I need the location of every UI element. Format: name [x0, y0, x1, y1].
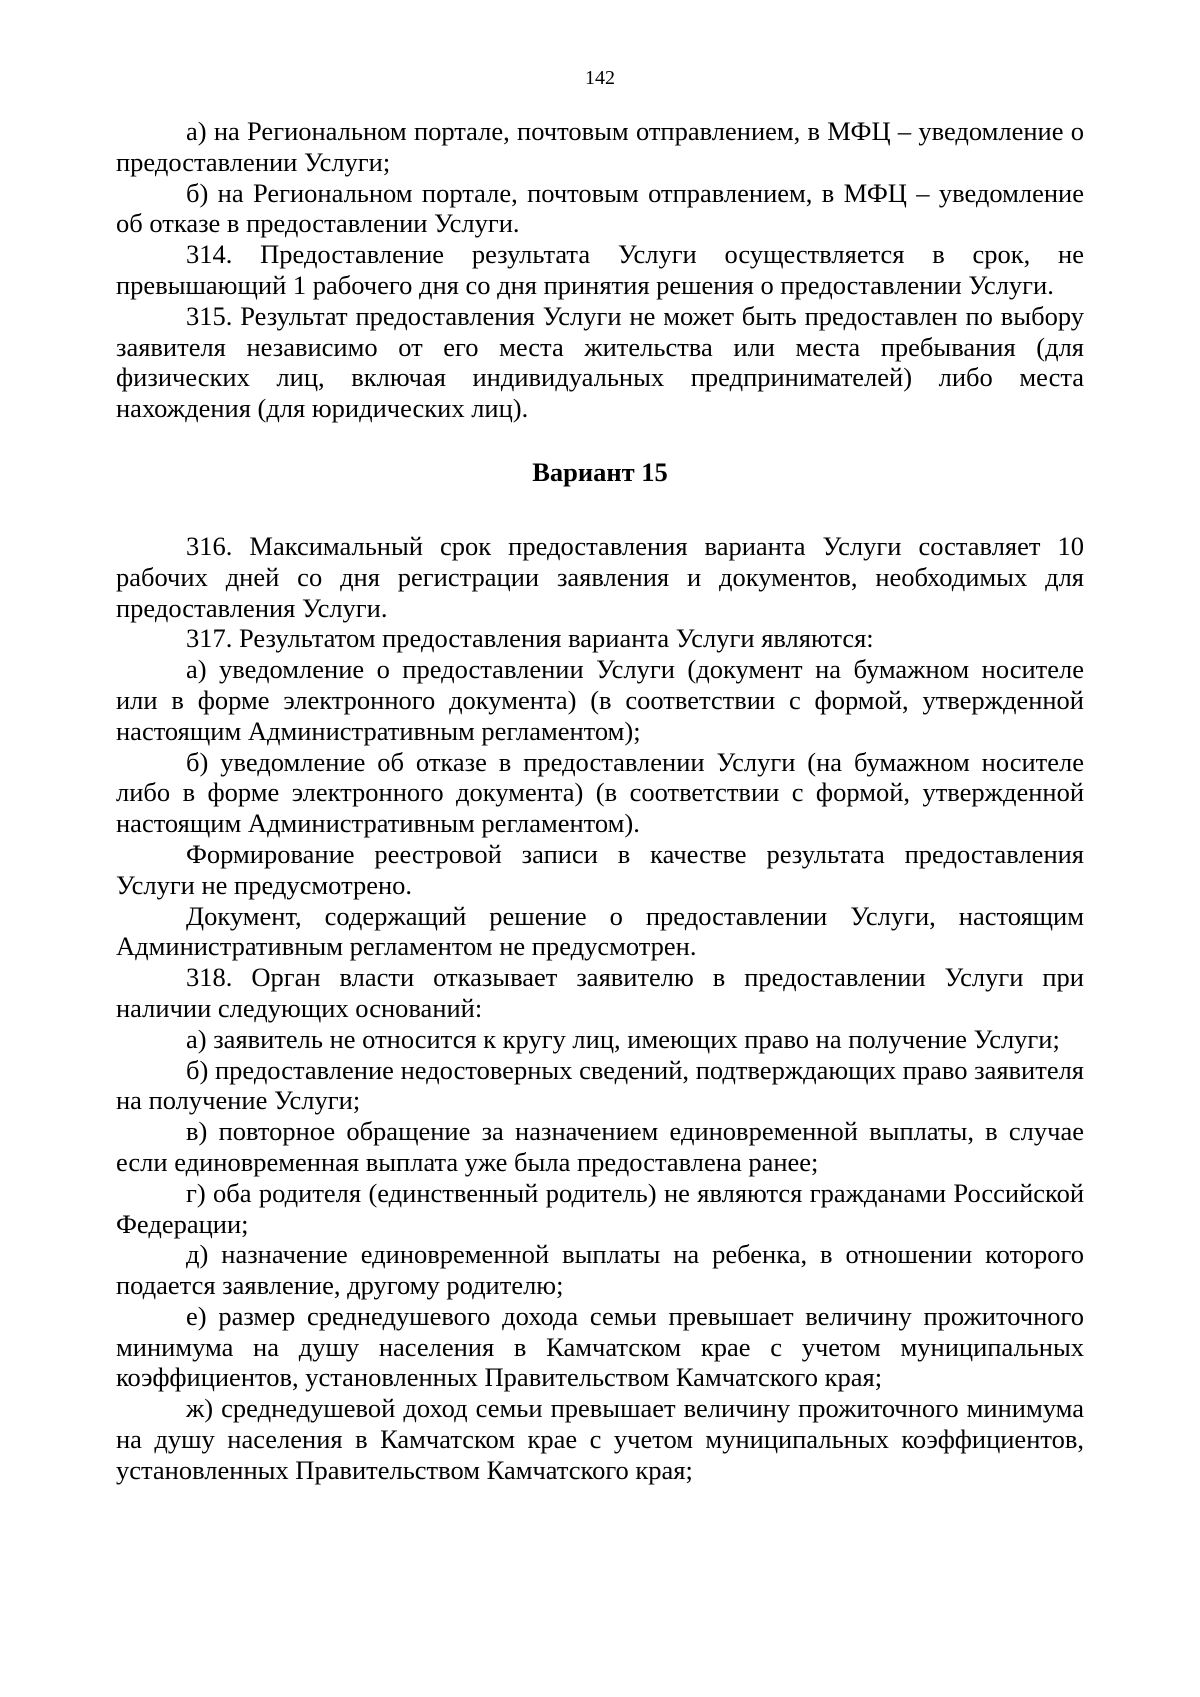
paragraph: а) заявитель не относится к кругу лиц, имеющих право на получение Услуги;	[186, 1023, 1060, 1054]
paragraph: Формирование реестровой записи в качестве результата предоставления Услуги не предусмотрено.	[116, 838, 1084, 900]
paragraph: Документ, содержащий решение о предоставлении Услуги, настоящим Административным регламентом не предусмотрен.	[116, 900, 1084, 962]
paragraph: а) на Региональном портале, почтовым отправлением, в МФЦ – уведомление о предоставлении Услуги;	[116, 116, 1084, 177]
paragraph: б) на Региональном портале, почтовым отправлением, в МФЦ – уведомление об отказе в предоставлении Услуги.	[116, 177, 1084, 239]
paragraph: г) оба родителя (единственный родитель) не являются гражданами Российской Федерации;	[116, 1177, 1084, 1239]
paragraph: 318. Орган власти отказывает заявителю в предоставлении Услуги при наличии следующих оснований:	[116, 962, 1084, 1023]
paragraph: 316. Максимальный срок предоставления варианта Услуги составляет 10 рабочих дней со дня регистрации заявления и документов, необходимых для предоставления Услуги.	[116, 530, 1084, 623]
page-number: 142	[585, 67, 615, 89]
paragraph: д) назначение единовременной выплаты на ребенка, в отношении которого подается заявление, другому родителю;	[116, 1239, 1084, 1301]
paragraph: в) повторное обращение за назначением единовременной выплаты, в случае если единовременная выплата уже была предоставлена ранее;	[116, 1116, 1084, 1177]
paragraph: е) размер среднедушевого дохода семьи превышает величину прожиточного минимума на душу населения в Камчатском крае с учетом муниципальных коэффициентов, установленных Правительством Камчатского края;	[116, 1300, 1084, 1393]
paragraph: ж) среднедушевой доход семьи превышает величину прожиточного минимума на душу населения в Камчатском крае с учетом муниципальных коэффициентов, установленных Правительством Камчатского края;	[116, 1393, 1084, 1485]
paragraph: а) уведомление о предоставлении Услуги (документ на бумажном носителе или в форме электронного документа) (в соответствии с формой, утвержденной настоящим Административным регламентом);	[116, 654, 1084, 746]
paragraph: 317. Результатом предоставления варианта Услуги являются:	[186, 623, 874, 654]
paragraph: 314. Предоставление результата Услуги осуществляется в срок, не превышающий 1 рабочего дня со дня принятия решения о предоставлении Услуги.	[116, 239, 1084, 300]
document-page	[116, 66, 1084, 1486]
paragraph: б) предоставление недостоверных сведений, подтверждающих право заявителя на получение Услуги;	[116, 1054, 1084, 1116]
section-heading: Вариант 15	[532, 456, 668, 487]
paragraph: 315. Результат предоставления Услуги не может быть предоставлен по выбору заявителя независимо от его места жительства или места пребывания (для физических лиц, включая индивидуальных предпринимателей) либо места нахождения (для юридических лиц).	[116, 300, 1084, 424]
paragraph: б) уведомление об отказе в предоставлении Услуги (на бумажном носителе либо в форме электронного документа) (в соответствии с формой, утвержденной настоящим Административным регламентом).	[116, 746, 1084, 839]
